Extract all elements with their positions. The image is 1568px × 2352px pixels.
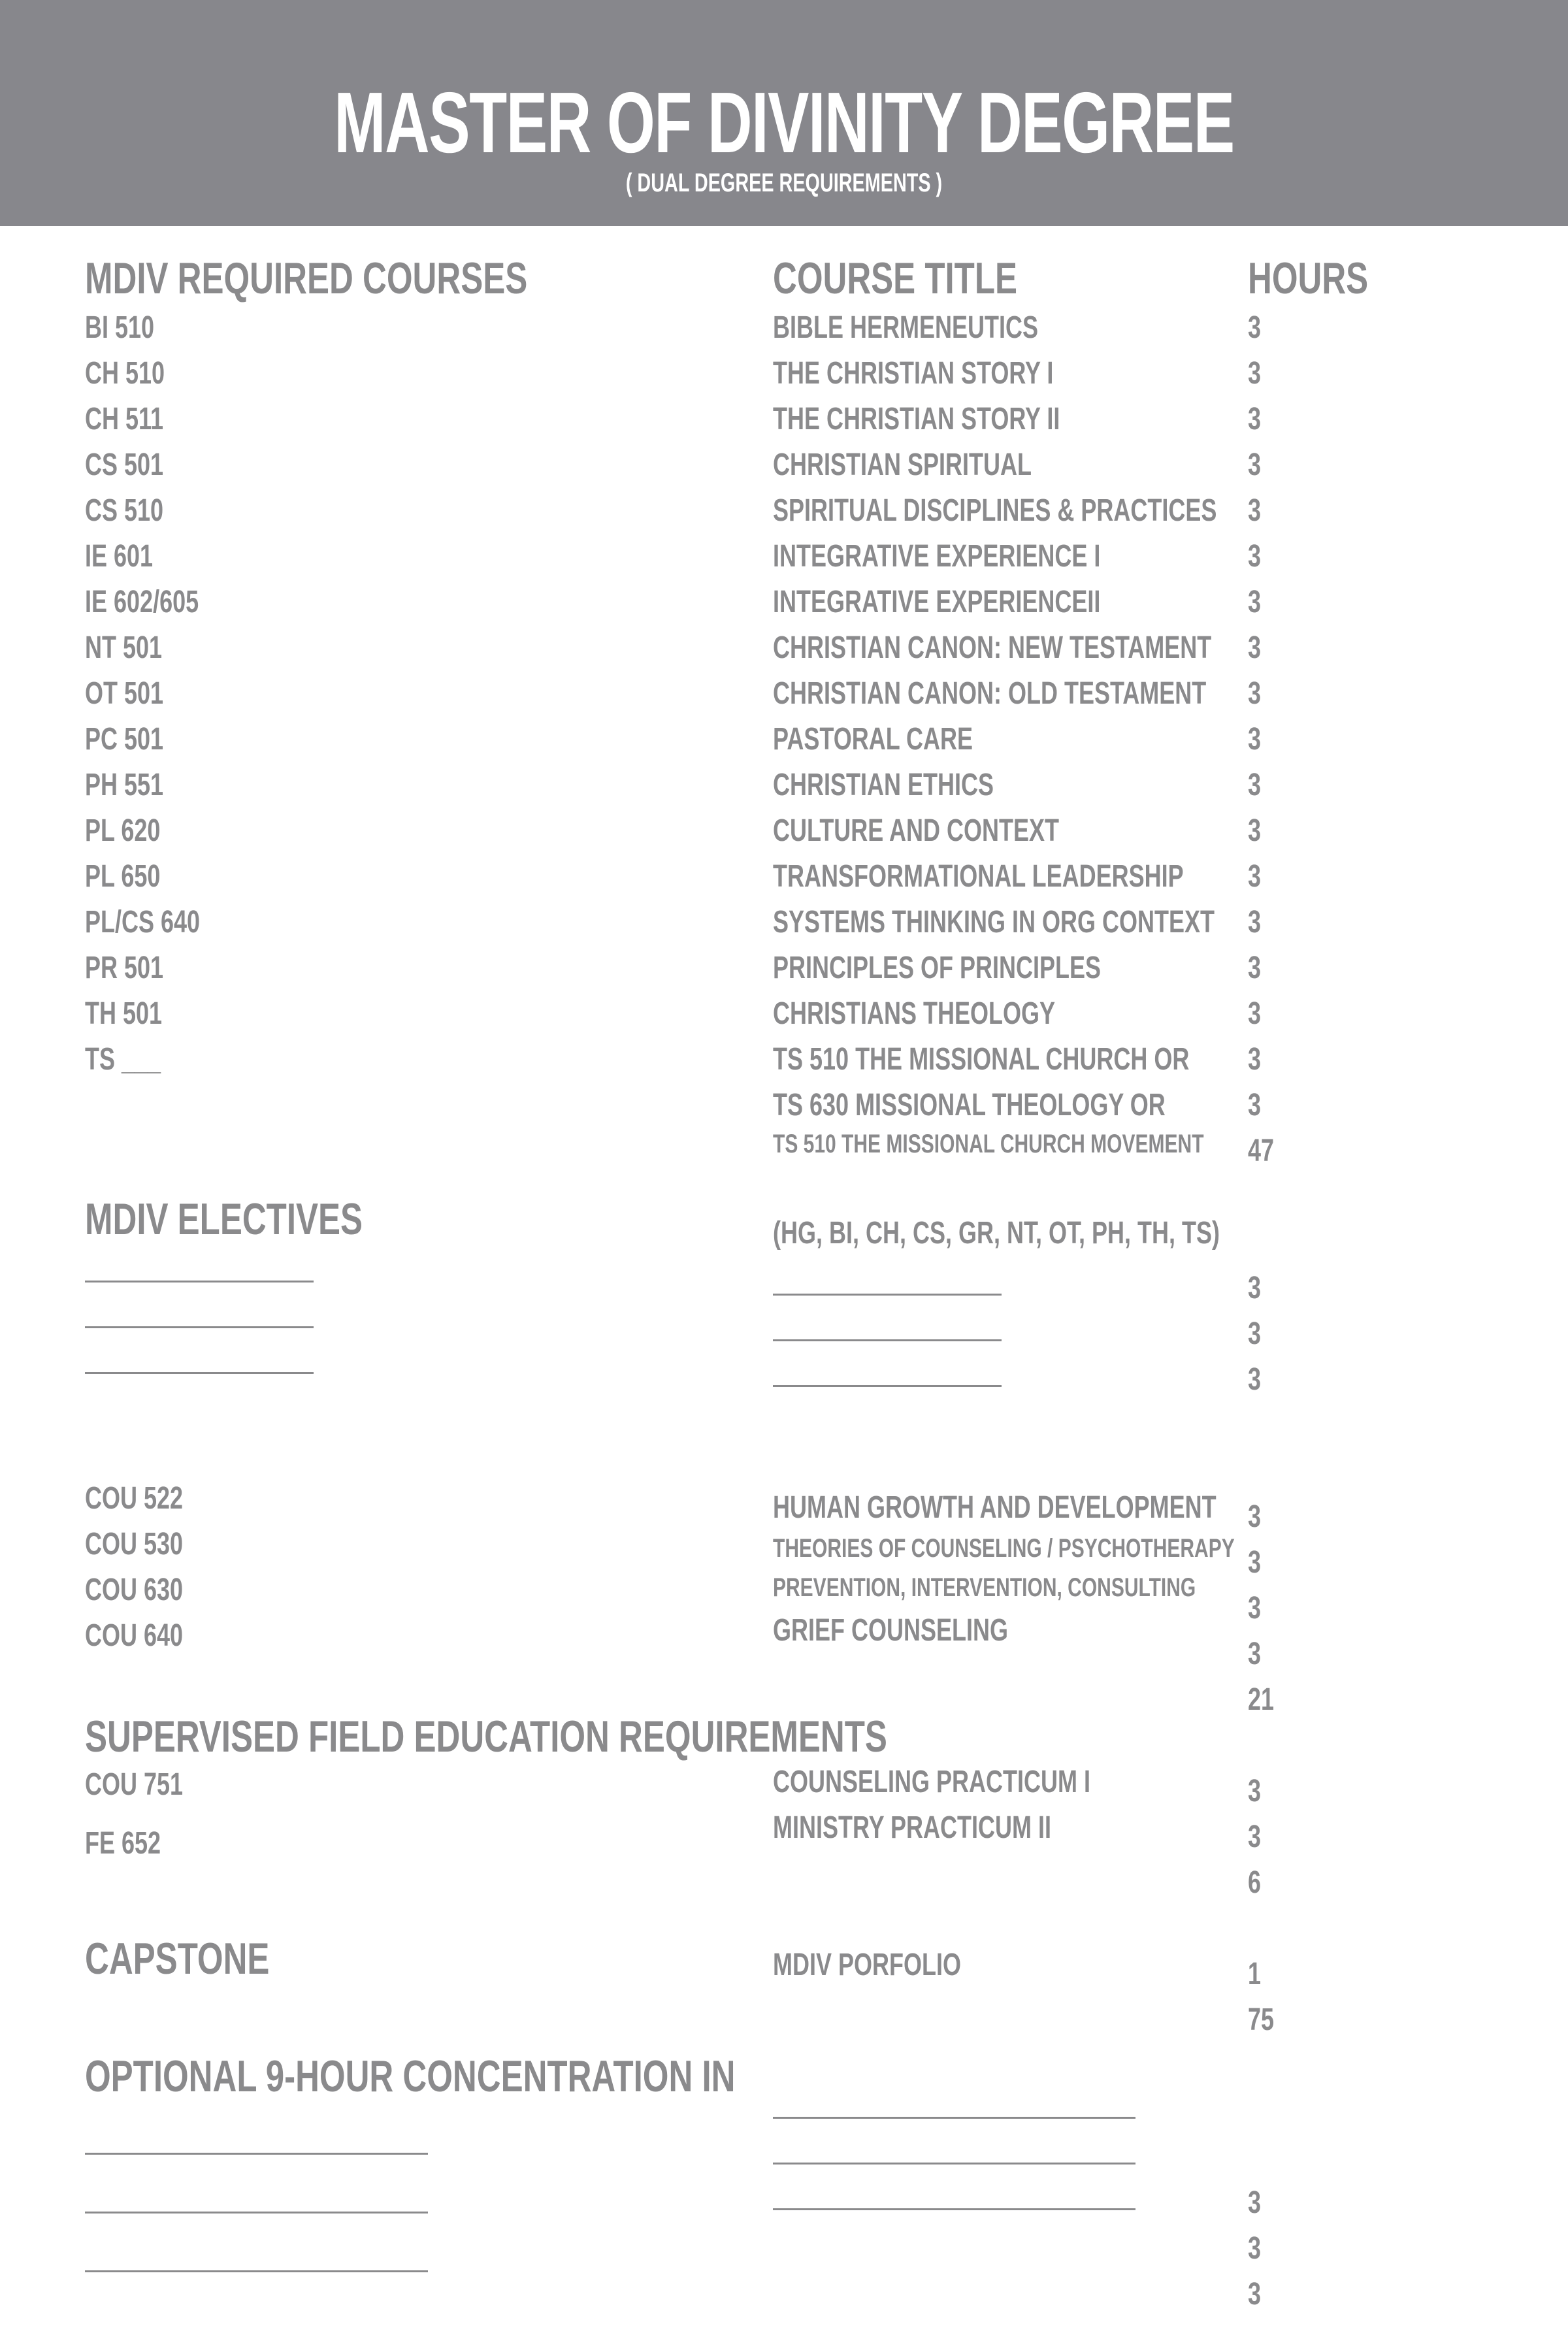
cou-code-1: COU 522 [85,1481,184,1516]
required-subtotal: 47 [1248,1134,1275,1168]
elective-blank-left-3[interactable] [85,1372,314,1374]
concentration-heading: OPTIONAL 9-HOUR CONCENTRATION IN [85,2051,736,2101]
required-course-title: PASTORAL CARE [773,722,973,757]
required-course-code: PL 650 [85,859,161,894]
required-course-code: TS ___ [85,1042,161,1077]
required-course-title: CHRISTIANS THEOLOGY [773,996,1056,1031]
page-title: MASTER OF DIVINITY DEGREE [334,74,1234,171]
required-course-title: THE CHRISTIAN STORY II [773,402,1060,436]
cou-title-2: THEORIES OF COUNSELING / PSYCHOTHERAPY [773,1534,1235,1563]
electives-heading: MDIV ELECTIVES [85,1194,363,1244]
elective-hours-2: 3 [1248,1316,1262,1351]
required-course-hours: 3 [1248,493,1262,528]
course-title-heading: COURSE TITLE [773,253,1018,303]
concentration-hours-2: 3 [1248,2231,1262,2266]
cou-hours-3: 3 [1248,1591,1262,1625]
required-course-hours: 3 [1248,356,1262,391]
field-title-1: COUNSELING PRACTICUM I [773,1765,1090,1799]
elective-blank-right-1[interactable] [773,1294,1002,1296]
counseling-subtotal: 21 [1248,1682,1275,1717]
cou-title-3: PREVENTION, INTERVENTION, CONSULTING [773,1573,1196,1602]
required-course-code: CH 510 [85,356,165,391]
required-course-hours: 3 [1248,905,1262,939]
field-hours-2: 3 [1248,1820,1262,1854]
required-course-code: PL 620 [85,813,161,848]
ts-option-title: TS 630 MISSIONAL THEOLOGY OR [773,1088,1166,1122]
field-code-1: COU 751 [85,1767,184,1802]
required-course-hours: 3 [1248,859,1262,894]
elective-blank-right-3[interactable] [773,1385,1002,1387]
required-course-hours: 3 [1248,1042,1262,1077]
required-course-hours: 3 [1248,310,1262,345]
required-course-hours: 3 [1248,676,1262,711]
required-course-code: IE 601 [85,539,154,574]
field-code-2: FE 652 [85,1826,161,1861]
required-course-hours: 3 [1248,630,1262,665]
concentration-blank-left-3[interactable] [85,2270,428,2272]
concentration-blank-left-2[interactable] [85,2212,428,2213]
required-course-code: TH 501 [85,996,163,1031]
required-course-title: INTEGRATIVE EXPERIENCE I [773,539,1101,574]
required-course-code: PL/CS 640 [85,905,201,939]
elective-blank-right-2[interactable] [773,1339,1002,1341]
required-course-code: CS 501 [85,448,164,482]
required-course-title: CHRISTIAN CANON: OLD TESTAMENT [773,676,1207,711]
required-course-hours: 3 [1248,539,1262,574]
required-course-title: SYSTEMS THINKING IN ORG CONTEXT [773,905,1215,939]
required-heading: MDIV REQUIRED COURSES [85,253,528,303]
required-course-hours: 3 [1248,813,1262,848]
elective-hours-1: 3 [1248,1271,1262,1305]
cou-hours-2: 3 [1248,1545,1262,1580]
required-course-code: NT 501 [85,630,163,665]
concentration-hours-3: 3 [1248,2277,1262,2311]
required-course-title: THE CHRISTIAN STORY I [773,356,1054,391]
required-course-hours: 3 [1248,402,1262,436]
concentration-hours-1: 3 [1248,2185,1262,2220]
required-course-code: IE 602/605 [85,585,199,619]
electives-note: (HG, BI, CH, CS, GR, NT, OT, PH, TH, TS) [773,1216,1220,1250]
required-course-title: PRINCIPLES OF PRINCIPLES [773,951,1102,985]
elective-blank-left-2[interactable] [85,1326,314,1328]
grand-total: 75 [1248,2002,1275,2037]
field-ed-heading: SUPERVISED FIELD EDUCATION REQUIREMENTS [85,1712,887,1761]
elective-hours-3: 3 [1248,1362,1262,1397]
cou-code-4: COU 640 [85,1618,184,1653]
cou-title-4: GRIEF COUNSELING [773,1613,1009,1648]
hours-heading: HOURS [1248,253,1369,303]
field-hours-1: 3 [1248,1774,1262,1808]
required-course-title: BIBLE HERMENEUTICS [773,310,1039,345]
capstone-hours: 1 [1248,1957,1262,1991]
capstone-heading: CAPSTONE [85,1934,270,1984]
required-course-title: TS 510 THE MISSIONAL CHURCH OR [773,1042,1190,1077]
required-course-hours: 3 [1248,996,1262,1031]
required-course-code: CH 511 [85,402,164,436]
capstone-title: MDIV PORFOLIO [773,1948,961,1982]
required-course-title: CHRISTIAN ETHICS [773,768,994,802]
required-course-code: OT 501 [85,676,164,711]
required-course-hours: 3 [1248,585,1262,619]
required-course-hours: 3 [1248,448,1262,482]
required-course-title: CHRISTIAN CANON: NEW TESTAMENT [773,630,1212,665]
required-course-code: PC 501 [85,722,164,757]
required-course-title: INTEGRATIVE EXPERIENCEII [773,585,1101,619]
concentration-blank-right-2[interactable] [773,2163,1135,2164]
concentration-blank-right-1[interactable] [773,2117,1135,2119]
required-course-hours: 3 [1248,768,1262,802]
elective-blank-left-1[interactable] [85,1281,314,1282]
concentration-blank-left-1[interactable] [85,2153,428,2155]
required-course-code: CS 510 [85,493,164,528]
required-course-code: BI 510 [85,310,155,345]
required-course-title: TRANSFORMATIONAL LEADERSHIP [773,859,1184,894]
cou-code-2: COU 530 [85,1527,184,1561]
field-subtotal: 6 [1248,1865,1262,1900]
cou-hours-1: 3 [1248,1499,1262,1534]
required-course-code: PH 551 [85,768,164,802]
ts-option-title-2: TS 510 THE MISSIONAL CHURCH MOVEMENT [773,1130,1204,1158]
cou-title-1: HUMAN GROWTH AND DEVELOPMENT [773,1490,1217,1525]
page-subtitle: ( DUAL DEGREE REQUIREMENTS ) [625,169,943,197]
field-title-2: MINISTRY PRACTICUM II [773,1810,1052,1845]
required-course-title: CHRISTIAN SPIRITUAL [773,448,1032,482]
cou-code-3: COU 630 [85,1573,184,1607]
concentration-blank-right-3[interactable] [773,2208,1135,2210]
required-course-title: SPIRITUAL DISCIPLINES & PRACTICES [773,493,1217,528]
required-course-title: CULTURE AND CONTEXT [773,813,1059,848]
required-course-hours: 3 [1248,951,1262,985]
required-course-code: PR 501 [85,951,164,985]
required-course-hours: 3 [1248,722,1262,757]
cou-hours-4: 3 [1248,1637,1262,1671]
ts-option-hours: 3 [1248,1088,1262,1122]
